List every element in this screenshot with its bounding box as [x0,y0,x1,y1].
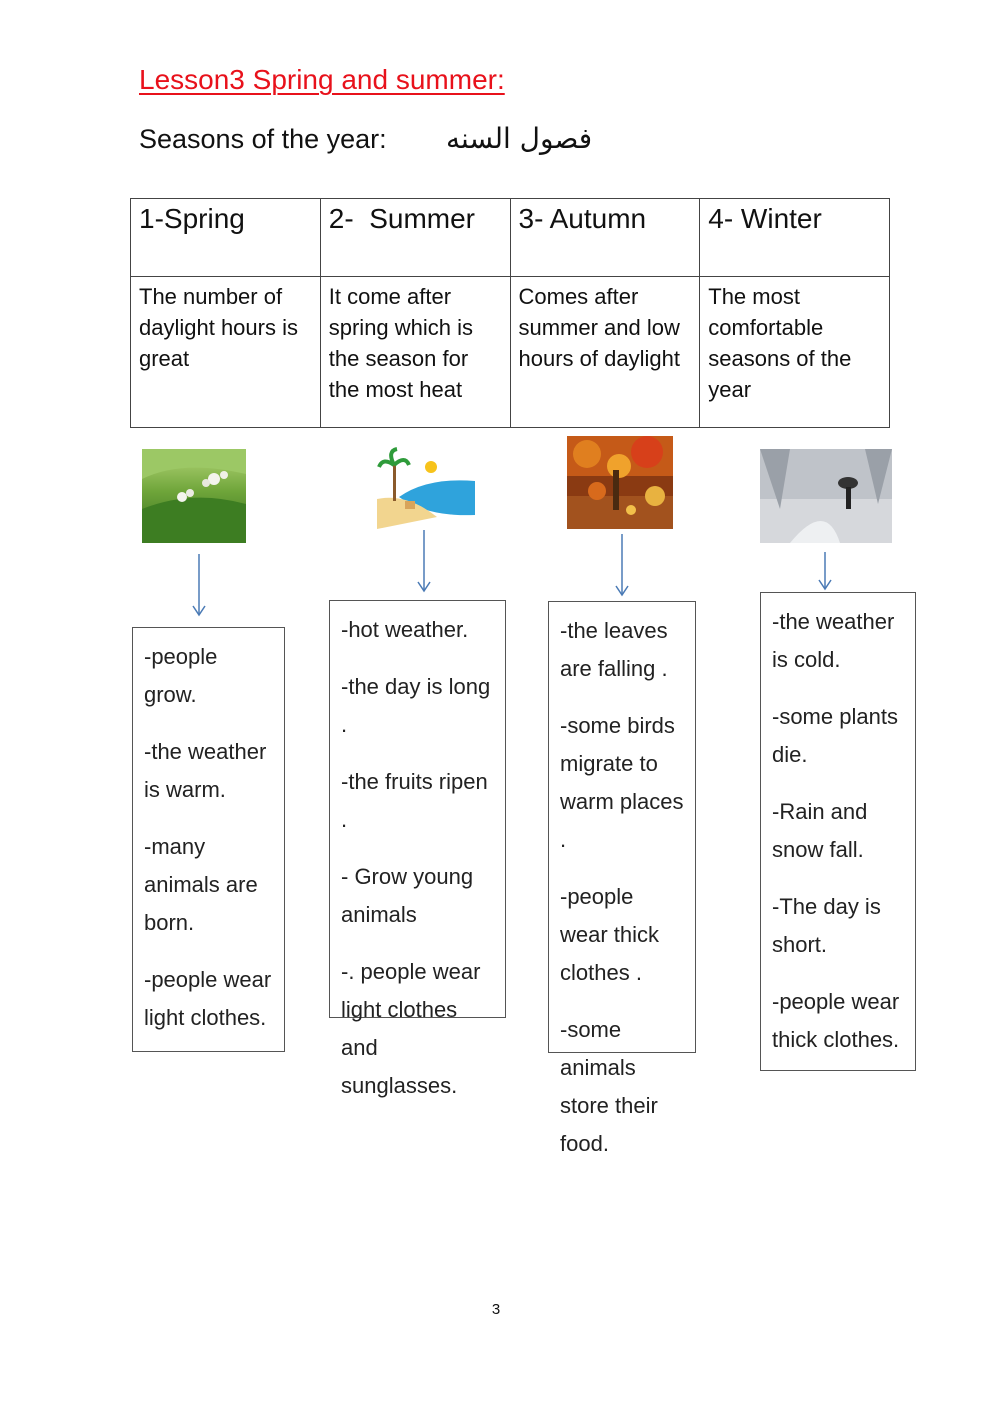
summer-arrow-icon [415,530,433,594]
winter-fact: -some plants die. [772,704,898,767]
summer-facts-box [329,600,506,1098]
season-desc-spring: The number of daylight hours is great [131,277,321,428]
spring-fact: -people grow. [144,644,218,707]
autumn-arrow-icon [613,534,631,598]
winter-fact: -the weather is cold. [772,609,895,672]
lesson-title: Lesson3 Spring and summer: [139,64,505,95]
seasons-table [130,198,890,428]
season-desc-summer: It come after spring which is the season for the most heat [320,277,510,428]
autumn-fact: -some birds migrate to warm places . [560,713,684,852]
spring-facts-box [132,627,285,1052]
season-desc-autumn: Comes after summer and low hours of daylight [510,277,700,428]
winter-fact: -people wear thick clothes. [772,989,900,1052]
summer-fact: -the fruits ripen . [341,769,488,832]
summer-fact: -. people wear light clothes and sunglasses. [341,959,481,1098]
autumn-fact: -some animals store their food. [560,1017,658,1156]
spring-fact: -people wear light clothes. [144,967,272,1030]
summer-beach-image [377,437,475,529]
autumn-facts-box [548,601,696,1156]
season-header-spring: 1-Spring [131,199,321,277]
season-desc-winter: The most comfortable seasons of the year [700,277,890,428]
spring-fact: -the weather is warm. [144,739,267,802]
autumn-leaves-image [567,436,673,529]
winter-snow-image [760,449,892,543]
season-header-summer: 2- Summer [320,199,510,277]
season-header-winter: 4- Winter [700,199,890,277]
spring-fact: -many animals are born. [144,834,258,935]
summer-fact: - Grow young animals [341,864,474,927]
summer-fact: -hot weather. [341,617,469,642]
spring-meadow-image [142,449,246,543]
winter-arrow-icon [816,552,834,592]
spring-arrow-icon [190,554,208,618]
winter-fact: -Rain and snow fall. [772,799,868,862]
page-number: 3 [491,1301,501,1318]
seasons-subtitle-arabic: فصول السنه [446,122,593,155]
seasons-subtitle: Seasons of the year: [139,124,387,154]
season-header-autumn: 3- Autumn [510,199,700,277]
winter-facts-box [760,592,916,1071]
winter-fact: -The day is short. [772,894,881,957]
autumn-fact: -the leaves are falling . [560,618,668,681]
autumn-fact: -people wear thick clothes . [560,884,660,985]
summer-fact: -the day is long . [341,674,491,737]
